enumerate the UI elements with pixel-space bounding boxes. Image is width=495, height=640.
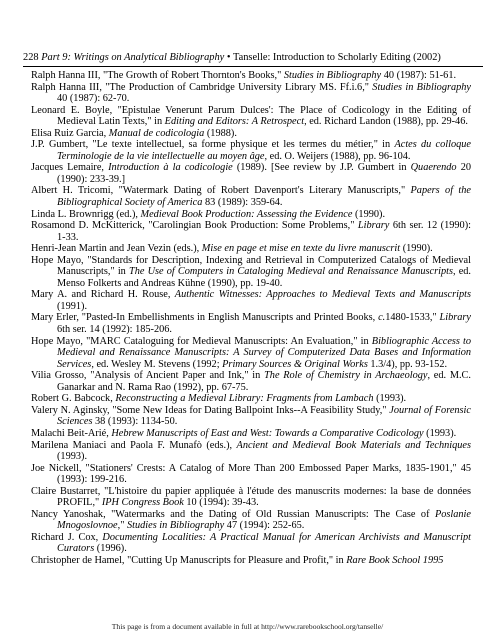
entry-text: Ralph Hanna III, "The Production of Cambridge University Library MS. Ff.i.6," — [31, 81, 373, 93]
entry-text: 6th ser. 12 (1990): 1-33. — [57, 220, 471, 243]
entry-text: (1989). [See review by J.P. Gumbert in — [232, 162, 411, 174]
entry-text: 20 (1990): 233-39.] — [57, 162, 471, 185]
entry-title-italic: Bibliographic Access to Medieval and Renaissance Manuscripts: A Survey of Computerized Data Bases and Information Services — [57, 335, 472, 370]
entry-title-italic: The Use of Computers in Cataloging Medieval and Renaissance Manuscripts — [128, 266, 453, 278]
bibliography-entry — [31, 255, 471, 290]
entry-text: (1993). — [423, 427, 457, 439]
bibliography-entry — [31, 336, 471, 371]
bibliography-entry — [31, 289, 471, 312]
bibliography-entry — [31, 243, 471, 255]
entry-text: 40 (1987): 62-70. — [57, 93, 130, 105]
entry-title-italic: Medieval Book Production: Assessing the Evidence — [140, 208, 353, 220]
source-footer: This page is from a document available in full at http://www.rarebookschool.org/tanselle/ — [111, 622, 384, 631]
entry-title-italic: Manual de codicologia — [108, 127, 205, 139]
entry-title-italic: Rare Book School 1995 — [346, 554, 444, 566]
entry-text: (1991). — [57, 300, 88, 312]
bibliography-entry — [31, 105, 471, 128]
entry-title-italic: Authentic Witnesses: Approaches to Medieval Texts and Manuscripts — [174, 289, 472, 301]
entry-title-italic: Library — [357, 220, 390, 232]
entry-title-italic: Papers of the Bibliographical Society of America — [57, 185, 471, 209]
entry-text: (1990). — [400, 243, 433, 255]
entry-text: Robert G. Babcock, — [31, 393, 116, 405]
bibliography-entry — [31, 405, 471, 428]
bibliography-entry — [31, 428, 471, 440]
page-number: 228 — [23, 52, 39, 63]
header-separator: • — [226, 52, 231, 63]
entry-text: , ed. M.C. Ganarkar and N. Rama Rao (1992), pp. 67-75. — [57, 370, 471, 393]
entry-text: Jacques Lemaire, — [31, 162, 109, 174]
entry-title-italic: c. — [378, 312, 386, 324]
entry-text: (1990). — [352, 208, 386, 220]
bibliography-entry — [31, 70, 471, 82]
entry-text: (1996). — [94, 543, 127, 555]
header-rule — [23, 66, 483, 67]
entry-text: Mary Erler, "Pasted-In Embellishments in English Manuscripts and Printed Books, — [31, 312, 379, 324]
entry-text: 10 (1994): 39-43. — [183, 497, 259, 509]
entry-title-italic: Primary Sources & Original Works — [222, 358, 368, 370]
bibliography-entry — [31, 82, 471, 105]
entry-title-italic: Mise en page et mise en texte du livre manuscrit — [201, 243, 401, 255]
bibliography-entry — [31, 440, 471, 463]
part-title: Part 9: Writings on Analytical Bibliography — [41, 52, 225, 63]
entry-text: 83 (1989): 359-64. — [202, 197, 283, 209]
bibliography-list — [31, 70, 471, 567]
document-title: Tanselle: Introduction to Scholarly Editing (2002) — [232, 52, 441, 63]
entry-text: , ed. Wesley M. Stevens (1992; — [91, 358, 223, 370]
entry-text: 6th ser. 14 (1992): 185-206. — [57, 324, 172, 336]
entry-text: 47 (1994): 252-65. — [224, 520, 305, 532]
entry-text: Marilena Maniaci and Paola F. Munafò (eds.), — [31, 439, 237, 451]
entry-text: Leonard E. Boyle, "Epistulae Venerunt Parum Dulces': The Place of Codicology in the Editing of Medieval Latin Texts," in — [31, 104, 471, 128]
entry-text: Joe Nickell, "Stationers' Crests: A Catalog of More Than 200 Embossed Paper Marks, 1835-1901," 45 (1993): 199-216. — [31, 462, 471, 486]
running-header — [23, 51, 483, 64]
entry-title-italic: Introduction à la codicologie — [108, 162, 233, 174]
bibliography-entry — [31, 312, 471, 335]
bibliography-entry — [31, 532, 471, 555]
bibliography-entry — [31, 463, 471, 486]
entry-text: ," — [117, 520, 127, 532]
entry-title-italic: Ancient and Medieval Book Materials and Techniques — [236, 439, 471, 451]
bibliography-entry — [31, 486, 471, 509]
entry-text: (1993). — [373, 393, 407, 405]
bibliography-entry — [31, 139, 471, 162]
entry-text: (1993). — [57, 451, 88, 463]
entry-title-italic: Library — [439, 312, 471, 324]
bibliography-entry — [31, 509, 471, 532]
bibliography-entry — [31, 393, 471, 405]
entry-text: Ralph Hanna III, "The Growth of Robert Thornton's Books," — [31, 70, 284, 81]
entry-text: J.P. Gumbert, "Le texte intellectuel, sa forme physique et les termes du métier," in — [31, 139, 395, 151]
entry-title-italic: Studies in Bibliography — [283, 70, 382, 81]
entry-text: Vilia Grosso, "Analysis of Ancient Paper and Ink," in — [31, 370, 265, 382]
entry-text: 38 (1993): 1134-50. — [92, 416, 178, 428]
entry-text: , ed. O. Weijers (1988), pp. 96-104. — [264, 150, 411, 162]
entry-text: Rosamond D. McKitterick, "Carolingian Book Production: Some Problems," — [31, 220, 358, 232]
entry-text: Hope Mayo, "Standards for Description, Indexing and Retrieval in Computerized Catalogs of Medieval Manuscripts," in — [31, 254, 471, 278]
entry-text: Linda L. Brownrigg (ed.), — [31, 208, 141, 220]
entry-text: Malachi Beit-Arié, — [31, 427, 112, 439]
entry-title-italic: Studies in Bibliography — [126, 520, 225, 532]
entry-title-italic: Actes du colloque Terminologie de la vie intellectuelle au moyen âge — [57, 139, 472, 162]
bibliography-entry — [31, 162, 471, 185]
bibliography-entry — [31, 209, 471, 221]
entry-text: , ed. Richard Landon (1988), pp. 29-46. — [304, 116, 468, 128]
entry-text: 1.3/4), pp. 93-152. — [367, 358, 448, 370]
entry-text: Elisa Ruiz Garcia, — [31, 127, 109, 139]
entry-text: (1988). — [204, 127, 237, 139]
bibliography-entry — [31, 555, 471, 567]
entry-text: Albert H. Tricomi, "Watermark Dating of Robert Davenport's Literary Manuscripts," — [31, 185, 411, 197]
entry-text: Richard J. Cox, — [31, 531, 103, 543]
entry-title-italic: Poslanie Mnogoslovnoe — [57, 508, 471, 532]
entry-text: Mary A. and Richard H. Rouse, — [31, 289, 175, 301]
entry-text: 40 (1987): 51-61. — [381, 70, 457, 81]
entry-title-italic: Quaerendo — [410, 162, 457, 174]
entry-text: Henri-Jean Martin and Jean Vezin (eds.), — [31, 243, 202, 255]
entry-text: Claire Bustarret, "L'histoire du papier appliquée à l'étude des manuscrits modernes: la base de données PROFIL," — [31, 485, 471, 509]
bibliography-entry — [31, 370, 471, 393]
entry-text: , ed. Menso Folkerts and Andreas Kühne (1990), pp. 19-40. — [57, 266, 471, 289]
entry-title-italic: Reconstructing a Medieval Library: Fragments from Lambach — [115, 393, 374, 405]
entry-text: Nancy Yanoshak, "Watermarks and the Dating of Old Russian Manuscripts: The Case of — [31, 508, 435, 520]
entry-title-italic: Hebrew Manuscripts of East and West: Towards a Comparative Codicology — [111, 427, 424, 439]
bibliography-entry — [31, 128, 471, 140]
entry-text: Christopher de Hamel, "Cutting Up Manuscripts for Pleasure and Profit," in — [31, 554, 347, 566]
entry-title-italic: Journal of Forensic Sciences — [57, 404, 471, 428]
entry-text: Hope Mayo, "MARC Cataloguing for Medieval Manuscripts: An Evaluation," in — [31, 335, 372, 347]
entry-text: 1480-1533," — [385, 312, 440, 324]
entry-title-italic: Studies in Bibliography — [372, 81, 471, 93]
bibliography-entry — [31, 220, 471, 243]
entry-title-italic: IPH Congress Book — [101, 497, 184, 509]
entry-title-italic: Documenting Localities: A Practical Manual for American Archivists and Manuscript Curators — [57, 531, 471, 555]
entry-title-italic: Editing and Editors: A Retrospect — [164, 116, 305, 128]
entry-text: Valery N. Aginsky, "Some New Ideas for Dating Ballpoint Inks--A Feasibility Study," — [31, 404, 390, 416]
entry-title-italic: The Role of Chemistry in Archaeology — [264, 370, 428, 382]
bibliography-entry — [31, 185, 471, 208]
